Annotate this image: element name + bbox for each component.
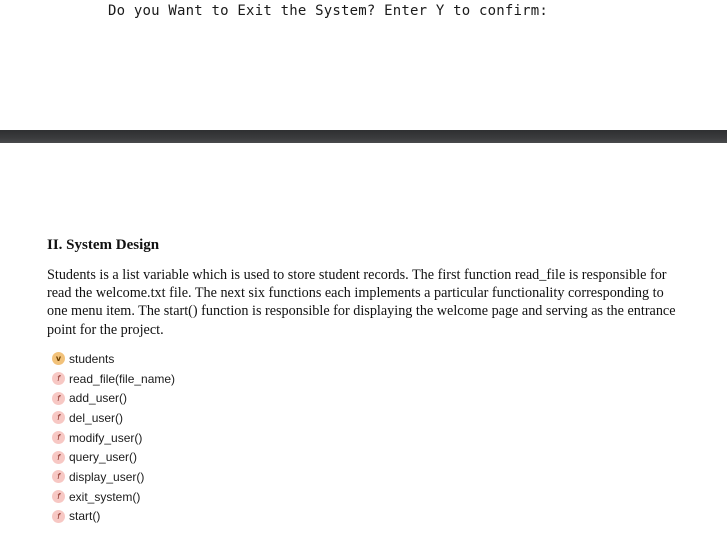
symbol-label: start() — [69, 509, 101, 524]
symbol-item-start[interactable] — [52, 507, 175, 527]
function-icon: f — [52, 451, 65, 464]
symbol-item-modify-user[interactable] — [52, 428, 175, 448]
symbol-label: query_user() — [69, 450, 138, 465]
function-icon: f — [52, 470, 65, 483]
symbol-label: modify_user() — [69, 430, 143, 445]
symbol-label: read_file(file_name) — [69, 371, 176, 386]
symbol-item-del-user[interactable] — [52, 408, 175, 428]
body-paragraph: Students is a list variable which is used to store student records. The first function read_file is responsible for read the welcome.txt file. The next six functions each implements a particular functionality corresponding to one menu item. The start() function is responsible for displaying the welcome page and serving as the entrance point for the project. — [47, 267, 676, 338]
section-divider — [0, 130, 727, 143]
function-icon: f — [52, 392, 65, 405]
section-heading: II. System Design — [47, 237, 160, 253]
symbol-label: display_user() — [69, 469, 145, 484]
symbol-label: del_user() — [69, 410, 124, 425]
symbol-item-read-file[interactable] — [52, 369, 175, 389]
symbol-item-display-user[interactable] — [52, 467, 175, 487]
symbol-label: exit_system() — [69, 489, 141, 504]
variable-icon: v — [52, 352, 65, 365]
symbol-label: add_user() — [69, 391, 128, 406]
structure-symbol-list — [52, 349, 175, 526]
function-icon: f — [52, 372, 65, 385]
symbol-label: students — [69, 351, 115, 366]
symbol-item-query-user[interactable] — [52, 447, 175, 467]
symbol-item-add-user[interactable] — [52, 388, 175, 408]
function-icon: f — [52, 510, 65, 523]
function-icon: f — [52, 431, 65, 444]
function-icon: f — [52, 490, 65, 503]
symbol-item-exit-system[interactable] — [52, 487, 175, 507]
console-exit-prompt: Do you Want to Exit the System? Enter Y to confirm: — [108, 3, 549, 19]
symbol-item-students[interactable] — [52, 349, 175, 369]
function-icon: f — [52, 411, 65, 424]
